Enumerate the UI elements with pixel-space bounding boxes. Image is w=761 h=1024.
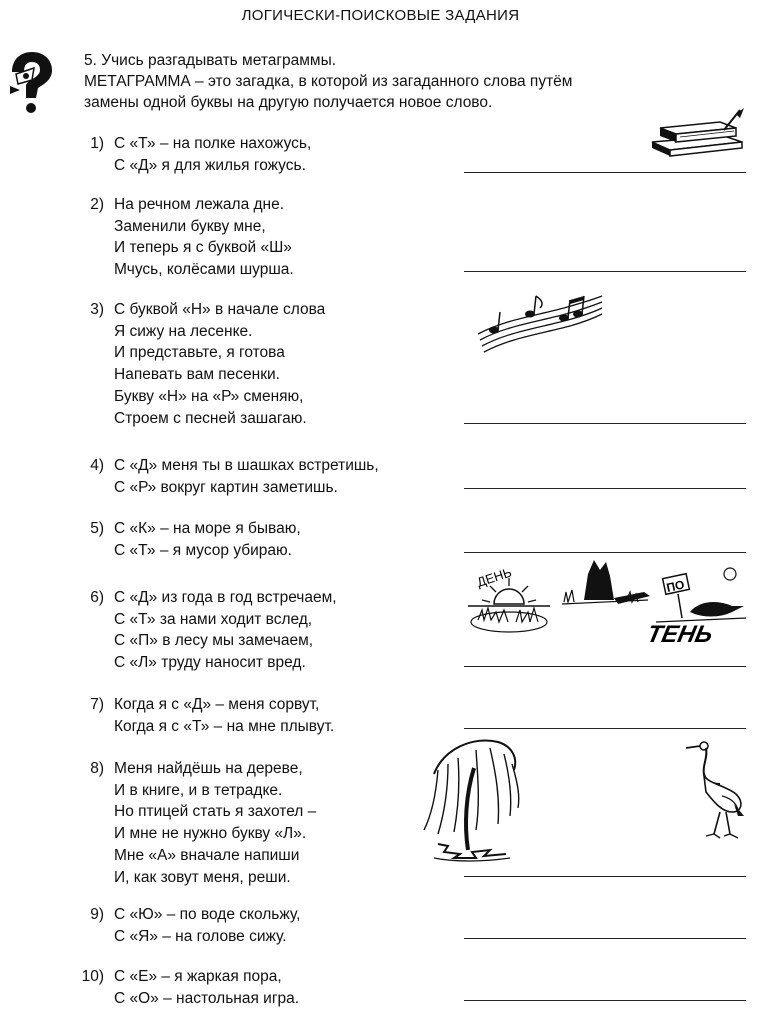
- heron-illustration: [684, 740, 750, 842]
- riddle-line: С «Ю» – по воде скольжу,: [114, 906, 301, 923]
- answer-line-1[interactable]: [464, 172, 746, 173]
- answer-line-3[interactable]: [464, 423, 746, 424]
- riddle-line: Меня найдёшь на дереве,: [114, 760, 303, 777]
- riddle-line: С «Т» – на полке нахожусь,: [114, 135, 312, 152]
- riddle-line: Заменили букву мне,: [114, 217, 266, 235]
- question-head-icon: [6, 50, 54, 114]
- sign-word: ПО: [665, 577, 686, 595]
- riddle-number: 3): [90, 301, 104, 318]
- riddle-number: 5): [90, 520, 104, 537]
- definition-line-2: замены одной буквы на другую получается новое слово.: [84, 94, 493, 111]
- shadow-word: ТЕНЬ: [644, 621, 716, 648]
- riddle-line: Но птицей стать я захотел –: [114, 803, 317, 821]
- riddle-number: 6): [90, 589, 104, 606]
- day-word: ДЕНЬ: [475, 564, 514, 590]
- riddle-line: С буквой «Н» в начале слова: [114, 301, 326, 318]
- riddle-line: На речном лежала дне.: [114, 196, 285, 213]
- answer-line-9[interactable]: [464, 938, 746, 939]
- sun-day-illustration: [464, 562, 554, 638]
- riddle-number: 2): [90, 196, 104, 213]
- answer-line-4[interactable]: [464, 488, 746, 489]
- riddle-line: С «Я» – на голове сижу.: [114, 927, 287, 945]
- answer-line-7[interactable]: [464, 728, 746, 729]
- riddle-line: С «Д» меня ты в шашках встретишь,: [114, 457, 379, 474]
- willow-tree-illustration: [414, 734, 524, 866]
- shadow-illustration: [644, 566, 750, 648]
- riddle-line: Когда я с «Т» – на мне плывут.: [114, 717, 335, 735]
- riddle-line: И представьте, я готова: [114, 344, 285, 362]
- riddle-line: С «П» в лесу мы замечаем,: [114, 632, 314, 650]
- riddle-line: Мчусь, колёсами шурша.: [114, 261, 294, 279]
- riddle-line: С «Т» за нами ходит вслед,: [114, 610, 313, 628]
- answer-line-5[interactable]: [464, 552, 746, 553]
- answer-line-8[interactable]: [464, 876, 746, 877]
- definition-line-1: МЕТАГРАММА – это загадка, в которой из загаданного слова путём: [84, 73, 573, 90]
- stump-illustration: [560, 556, 652, 612]
- riddle-line: Мне «А» вначале напиши: [114, 846, 300, 864]
- riddle-number: 9): [90, 906, 104, 923]
- riddle-line: Когда я с «Д» – меня сорвут,: [114, 696, 320, 713]
- riddle-line: С «Т» – я мусор убираю.: [114, 541, 292, 559]
- riddle-line: И, как зовут меня, реши.: [114, 868, 291, 886]
- riddle-line: С «Л» труду наносит вред.: [114, 654, 306, 672]
- riddle-line: Я сижу на лесенке.: [114, 322, 253, 340]
- riddle-number: 7): [90, 696, 104, 713]
- answer-line-2[interactable]: [464, 271, 746, 272]
- task-heading: 5. Учись разгадывать метаграммы.: [84, 52, 337, 69]
- riddle-line: Строем с песней зашагаю.: [114, 409, 307, 427]
- riddle-number: 1): [90, 135, 104, 152]
- answer-line-6[interactable]: [464, 666, 746, 667]
- music-notes-illustration: [474, 290, 606, 354]
- riddle-line: И в книге, и в тетрадке.: [114, 781, 283, 799]
- riddle-number: 8): [90, 760, 104, 777]
- task-intro: [84, 50, 756, 113]
- riddle-line: С «К» – на море я бываю,: [114, 520, 301, 537]
- answer-line-10[interactable]: [464, 1000, 746, 1001]
- riddle-line: С «Д» из года в год встречаем,: [114, 589, 337, 606]
- riddle-line: С «Р» вокруг картин заметишь.: [114, 478, 338, 496]
- riddle-number: 4): [90, 457, 104, 474]
- riddle-line: И теперь я с буквой «Ш»: [114, 239, 292, 257]
- riddle-number: 10): [81, 968, 104, 985]
- riddle-line: Букву «Н» на «Р» сменяю,: [114, 387, 304, 405]
- riddle-line: И мне не нужно букву «Л».: [114, 825, 307, 843]
- books-illustration: [646, 106, 746, 156]
- riddle-line: С «Д» я для жилья гожусь.: [114, 156, 306, 174]
- riddle-line: С «О» – настольная игра.: [114, 989, 300, 1007]
- riddle-line: С «Е» – я жаркая пора,: [114, 968, 282, 985]
- riddle-line: Напевать вам песенки.: [114, 366, 280, 384]
- page-title: ЛОГИЧЕСКИ-ПОИСКОВЫЕ ЗАДАНИЯ: [241, 7, 520, 24]
